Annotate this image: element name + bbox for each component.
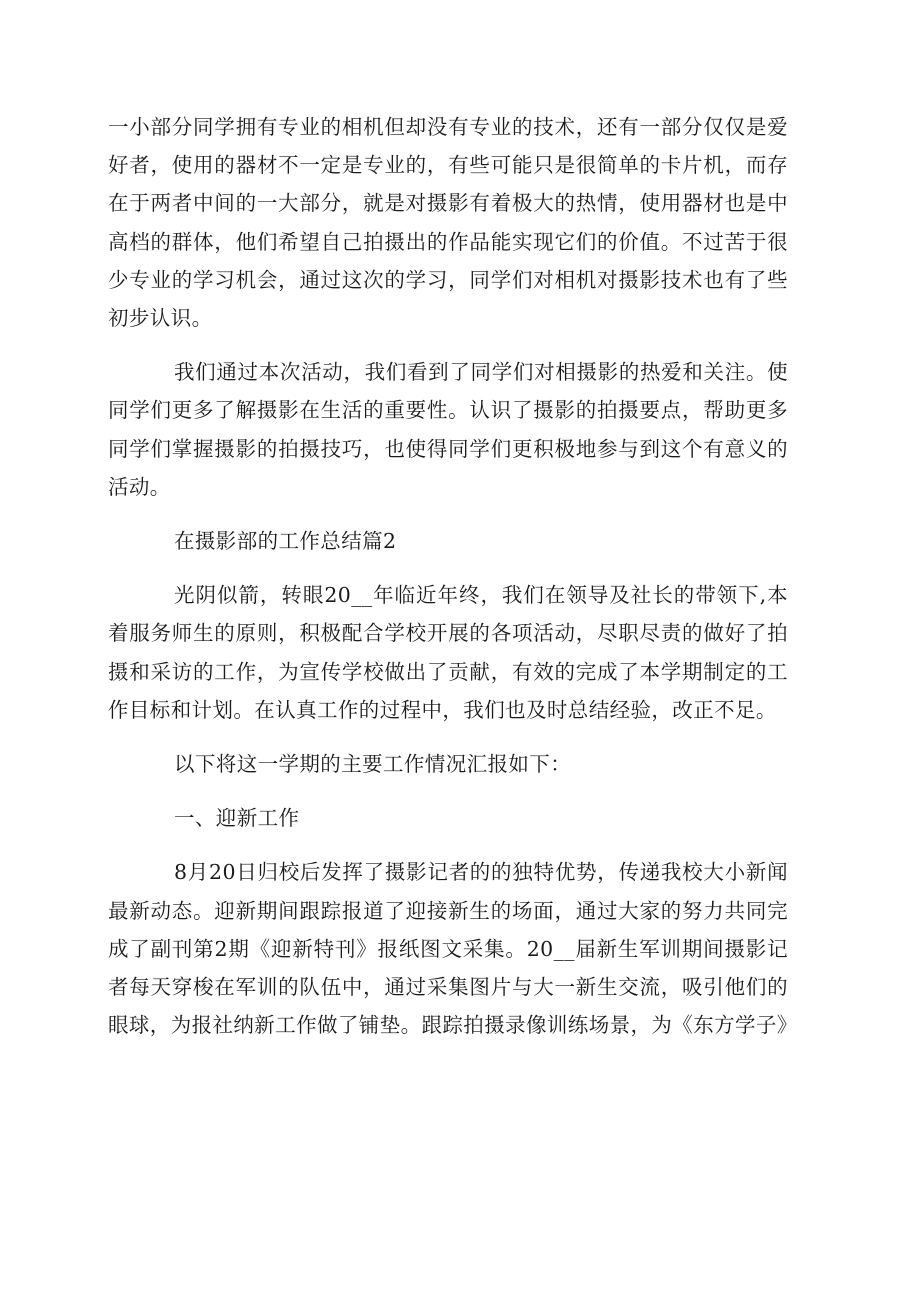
paragraph-year-end-intro: 光阴似箭，转眼20__年临近年终，我们在领导及社长的带领下,本着服务师生的原则，积极配合学校开展的各项活动，尽职尽责的做好了拍摄和采访的工作，为宣传学校做出了贡献，有效的完成了本学期制定的工作目标和计划。在认真工作的过程中，我们也及时总结经验，改正不足。 <box>108 583 789 722</box>
paragraph-welcome-work-details: 8月20日归校后发挥了摄影记者的的独特优势，传递我校大小新闻最新动态。迎新期间跟踪报道了迎接新生的场面，通过大家的努力共同完成了副刊第2期《迎新特刊》报纸图文采集。20__届新生军训期间摄影记者每天穿梭在军训的队伍中，通过采集图片与大一新生交流，吸引他们的眼球，为报社纳新工作做了铺垫。跟踪拍摄录像训练场景，为《东方学子》 <box>108 860 798 1038</box>
section-title-welcome-work: 一、迎新工作 <box>174 806 300 831</box>
paragraph-activity-summary: 我们通过本次活动，我们看到了同学们对相摄影的热爱和关注。使同学们更多了解摄影在生活的重要性。认识了摄影的拍摄要点，帮助更多同学们掌握摄影的拍摄技巧，也使得同学们更积极地参与到这个有意义的活动。 <box>108 360 788 499</box>
section-title-summary-2: 在摄影部的工作总结篇2 <box>174 529 397 554</box>
document-body <box>108 108 798 1044</box>
paragraph-report-lead-in: 以下将这一学期的主要工作情况汇报如下： <box>174 752 572 777</box>
paragraph-photography-equipment: 一小部分同学拥有专业的相机但却没有专业的技术，还有一部分仅仅是爱好者，使用的器材不一定是专业的，有些可能只是很简单的卡片机，而存在于两者中间的一大部分，就是对摄影有着极大的热情，使用器材也是中高档的群体，他们希望自己拍摄出的作品能实现它们的价值。不过苦于很少专业的学习机会，通过这次的学习，同学们对相机对摄影技术也有了些初步认识。 <box>108 115 788 331</box>
